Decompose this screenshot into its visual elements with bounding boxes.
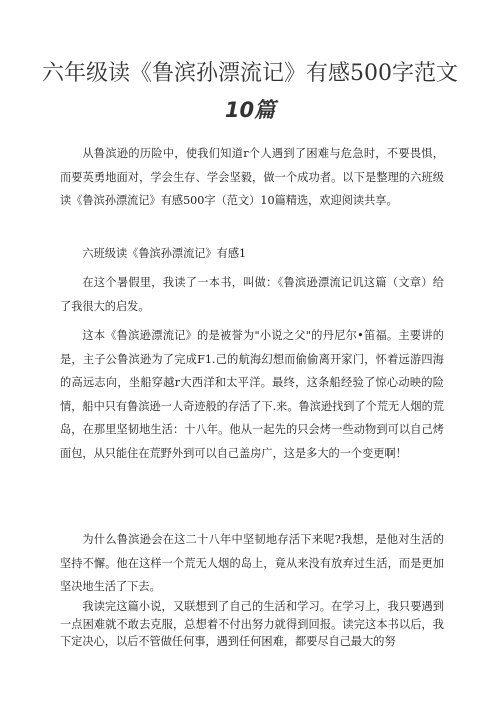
body-paragraph: 我读完这篇小说，又联想到了自己的生活和学习。在学习上，我只要遇到一点困难就不敢去克服，总想着不付出努力就得到回报。读完这本书以后，我下定决心，以后不管做任何事，遇到任何困难，都要尽自己最大的努 [60, 600, 444, 648]
intro-paragraph: 从鲁滨逊的历险中，使我们知道r个人遇到了困难与危急时，不要畏惧，而要英勇地面对，学会生存、学会坚毅，做一个成功者。以下是整理的六班级读《鲁滨孙漂流记》有感500字（范文）10篇精选，欢迎阅读共享。 [60, 147, 444, 208]
body-paragraph: 在这个暑假里，我读了一本书，叫做：《鲁滨逊漂流记讥这篇（文章）给了我很大的启发。 [60, 276, 444, 313]
body-paragraph: 这本《鲁滨逊漂流记》的是被誉为"小说之父"的丹尼尔•笛福。主要讲的是，主子公鲁滨逊为了完成F1.己的航海幻想而偷偷离开家门，怀着远游四海的高远志向，坐船穿越r大西洋和太平洋。最终，这条船经验了惊心动映的险情，船中只有鲁滨逊一人奇迹般的存活了下.来。鲁滨逊找到了个荒无人烟的荒岛，在那里坚韧地生活：十八年。他从一起先的只会烤一些动物到可以自己烤面包，从只能住在荒野外到可以自己盖房广，这是多大的一个变更啊！ [60, 329, 444, 460]
document-title-continued: 10篇 [224, 98, 276, 122]
section-heading: 六班级读《鲁滨孙漂流记》有感1 [82, 247, 247, 260]
document-title: 六年级读《鲁滨孙漂流记》有感500字范文 [42, 61, 458, 86]
body-paragraph: 为什么鲁滨逊会在这二十八年中坚韧地存活下来呢?我想，是他对生活的坚持不懈。他在这样一个荒无人烟的岛上，竟从来没有放弃过生活，而是更加坚决地生活了下去。 [60, 533, 444, 594]
